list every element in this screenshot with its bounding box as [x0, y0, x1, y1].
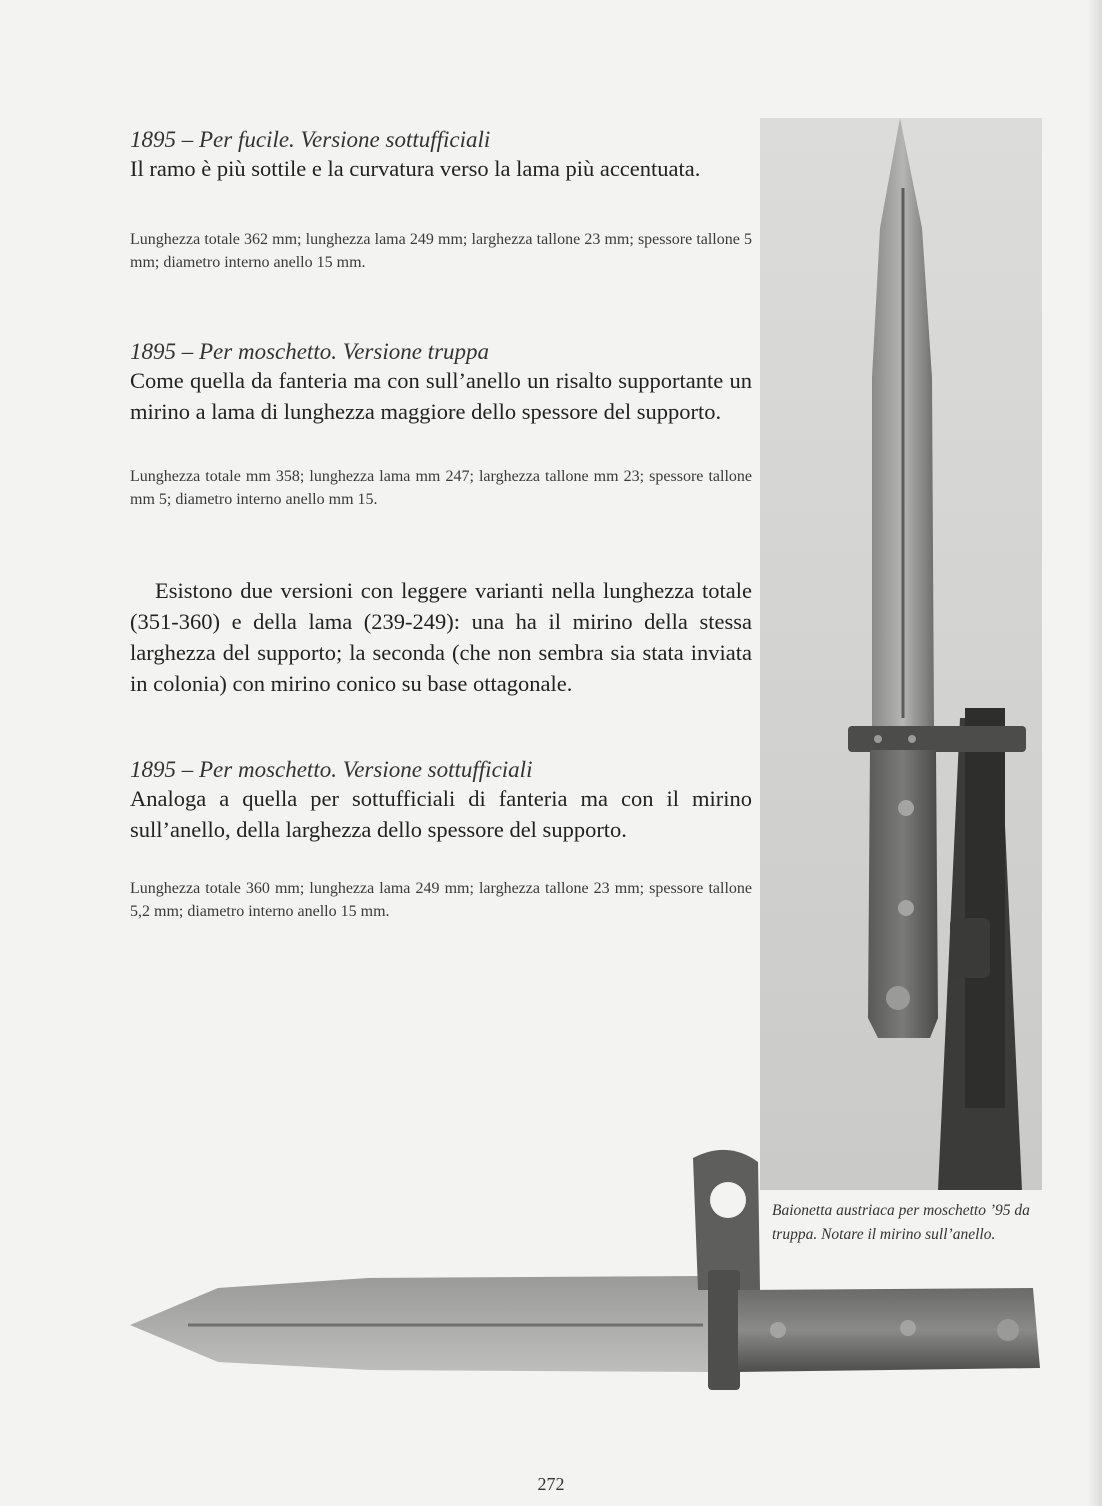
section-specs: Lunghezza totale mm 358; lunghezza lama mm 247; larghezza tallone mm 23; spessore tallone mm 5; diametro interno anello mm 15.: [130, 468, 752, 508]
section-moschetto-sottufficiali: [130, 757, 752, 923]
section-description: Analoga a quella per sottufficiali di fanteria ma con il mirino sull’anello, della larghezza dello spessore del supporto.: [130, 786, 752, 842]
bayonet-horizontal-photo: [128, 1140, 1040, 1390]
paragraph-text: Esistono due versioni con leggere varianti nella lunghezza totale (351-360) e della lama (239-249): una ha il mirino della stessa larghezza del supporto; la seconda (che non sembra sia stata inviata in colonia) con mirino conico su base ottagonale.: [130, 578, 752, 696]
section-heading: 1895 – Per fucile. Versione sottufficiali: [130, 127, 491, 152]
section-description: Come quella da fanteria ma con sull’anello un risalto supportante un mirino a lama di lunghezza maggiore dello spessore del supporto.: [130, 368, 752, 424]
blade-shape: [128, 1276, 708, 1390]
section-moschetto-truppa: [130, 339, 752, 511]
versions-paragraph: [130, 575, 752, 699]
page-number: 272: [537, 1474, 565, 1494]
photo-caption: Baionetta austriaca per moschetto ’95 da truppa. Notare il mirino sull’anello.: [772, 1202, 1030, 1243]
section-heading: 1895 – Per moschetto. Versione truppa: [130, 339, 490, 364]
section-description: Il ramo è più sottile e la curvatura verso la lama più accentuata.: [130, 156, 701, 181]
page-edge-shadow: [1088, 0, 1102, 1506]
section-specs: Lunghezza totale 362 mm; lunghezza lama 249 mm; larghezza tallone 23 mm; spessore tallone 5 mm; diametro interno anello 15 mm.: [130, 231, 752, 271]
section-heading: 1895 – Per moschetto. Versione sottufficiali: [130, 757, 533, 782]
bayonet-vertical-photo: [760, 118, 1042, 1190]
section-fucile-sottufficiali: [130, 127, 752, 274]
section-specs: Lunghezza totale 360 mm; lunghezza lama 249 mm; larghezza tallone 23 mm; spessore tallone 5,2 mm; diametro interno anello 15 mm.: [130, 880, 752, 920]
